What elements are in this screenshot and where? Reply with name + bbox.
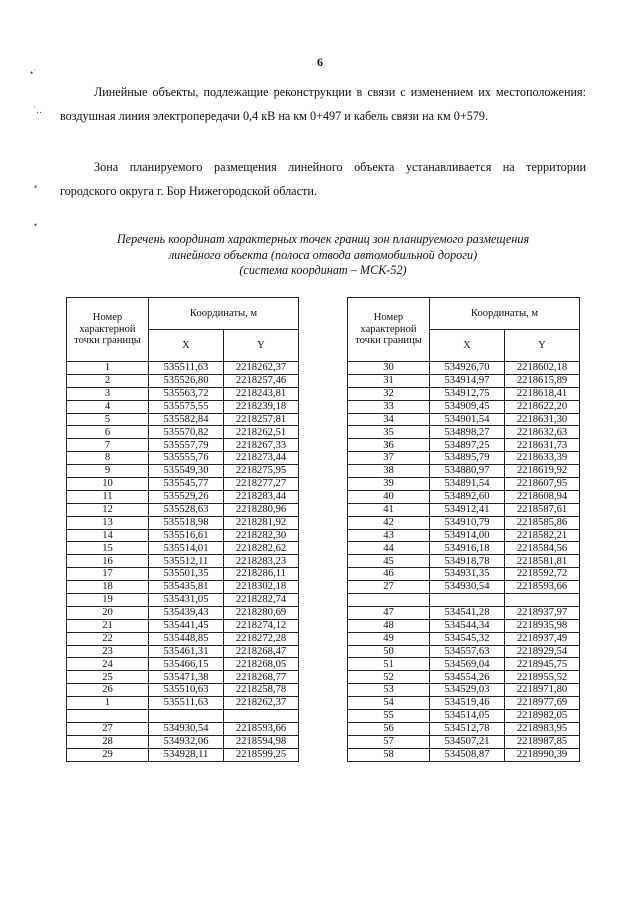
y-coordinate-cell: 2218268,77 [224, 671, 299, 684]
x-coordinate-cell: 534928,11 [149, 748, 224, 761]
point-number-cell: 44 [348, 542, 430, 555]
table-row [67, 529, 299, 542]
point-number-cell: 28 [67, 735, 149, 748]
margin-mark: •˙ [30, 68, 37, 78]
y-coordinate-cell: 2218262,37 [224, 362, 299, 375]
table-row [348, 697, 580, 710]
y-coordinate-cell [224, 710, 299, 723]
table-row [348, 529, 580, 542]
y-coordinate-cell: 2218945,75 [505, 658, 580, 671]
point-number-cell: 15 [67, 542, 149, 555]
point-number-cell: 42 [348, 516, 430, 529]
point-number-cell: 49 [348, 632, 430, 645]
table-row [67, 516, 299, 529]
table-body-left [67, 362, 299, 762]
x-coordinate-cell: 534557,63 [430, 645, 505, 658]
y-coordinate-cell: 2218631,30 [505, 413, 580, 426]
x-coordinate-cell: 534901,54 [430, 413, 505, 426]
table-row [348, 542, 580, 555]
x-coordinate-cell [149, 710, 224, 723]
table-row [348, 478, 580, 491]
x-coordinate-cell: 534514,05 [430, 710, 505, 723]
x-coordinate-cell: 535575,55 [149, 400, 224, 413]
point-number-cell: 54 [348, 697, 430, 710]
table-row [67, 503, 299, 516]
table-row [67, 452, 299, 465]
paragraph-1-text: Линейные объекты, подлежащие реконструкции в связи с изменением их местоположения: воздушная линия электропередачи 0,4 кВ на км 0+497 и кабель связи на км 0+579. [60, 85, 586, 123]
x-coordinate-cell: 534912,75 [430, 387, 505, 400]
y-coordinate-cell: 2218243,81 [224, 387, 299, 400]
y-coordinate-cell: 2218582,21 [505, 529, 580, 542]
table-row [67, 632, 299, 645]
x-coordinate-cell: 534914,97 [430, 374, 505, 387]
x-coordinate-cell: 535439,43 [149, 606, 224, 619]
x-coordinate-cell: 535582,84 [149, 413, 224, 426]
x-coordinate-cell: 534891,54 [430, 478, 505, 491]
table-row [348, 645, 580, 658]
y-coordinate-cell: 2218990,39 [505, 748, 580, 761]
x-coordinate-cell: 535512,11 [149, 555, 224, 568]
point-number-cell: 10 [67, 478, 149, 491]
point-number-cell: 25 [67, 671, 149, 684]
coordinates-table-right [347, 297, 580, 762]
point-number-cell: 46 [348, 568, 430, 581]
table-row [67, 710, 299, 723]
table-row [348, 555, 580, 568]
table-row [67, 465, 299, 478]
y-coordinate-cell: 2218282,62 [224, 542, 299, 555]
table-row [67, 426, 299, 439]
table-row [67, 581, 299, 594]
point-number-cell: 16 [67, 555, 149, 568]
table-row [348, 452, 580, 465]
point-number-cell: 8 [67, 452, 149, 465]
point-number-cell: 51 [348, 658, 430, 671]
table-row [67, 490, 299, 503]
point-number-cell: 13 [67, 516, 149, 529]
margin-mark: ˙‥ [33, 105, 42, 115]
x-coordinate-cell: 535563,72 [149, 387, 224, 400]
header-point-number: Номер характерной точки границы [67, 298, 149, 362]
table-row [348, 465, 580, 478]
y-coordinate-cell: 2218273,44 [224, 452, 299, 465]
y-coordinate-cell: 2218987,85 [505, 735, 580, 748]
point-number-cell: 45 [348, 555, 430, 568]
table-row [348, 490, 580, 503]
table-row [348, 658, 580, 671]
y-coordinate-cell: 2218302,18 [224, 581, 299, 594]
y-coordinate-cell: 2218631,73 [505, 439, 580, 452]
point-number-cell: 37 [348, 452, 430, 465]
x-coordinate-cell: 534512,78 [430, 722, 505, 735]
x-coordinate-cell: 535528,63 [149, 503, 224, 516]
table-row [67, 387, 299, 400]
x-coordinate-cell: 535441,45 [149, 619, 224, 632]
table-row [67, 542, 299, 555]
y-coordinate-cell: 2218282,74 [224, 594, 299, 607]
y-coordinate-cell: 2218280,96 [224, 503, 299, 516]
x-coordinate-cell: 535526,80 [149, 374, 224, 387]
x-coordinate-cell: 534892,60 [430, 490, 505, 503]
y-coordinate-cell: 2218619,92 [505, 465, 580, 478]
y-coordinate-cell: 2218593,66 [505, 581, 580, 594]
y-coordinate-cell: 2218602,18 [505, 362, 580, 375]
y-coordinate-cell: 2218618,41 [505, 387, 580, 400]
point-number-cell: 27 [67, 722, 149, 735]
table-caption [60, 232, 586, 279]
y-coordinate-cell: 2218937,97 [505, 606, 580, 619]
x-coordinate-cell: 535529,26 [149, 490, 224, 503]
y-coordinate-cell: 2218593,66 [224, 722, 299, 735]
point-number-cell: 11 [67, 490, 149, 503]
point-number-cell: 17 [67, 568, 149, 581]
header-x: X [430, 330, 505, 362]
table-row [348, 710, 580, 723]
y-coordinate-cell: 2218282,30 [224, 529, 299, 542]
point-number-cell [348, 594, 430, 607]
caption-line-1: Перечень координат характерных точек границ зон планируемого размещения [116, 232, 530, 246]
table-row [348, 606, 580, 619]
x-coordinate-cell: 535545,77 [149, 478, 224, 491]
point-number-cell: 26 [67, 684, 149, 697]
y-coordinate-cell: 2218937,49 [505, 632, 580, 645]
header-coordinates: Координаты, м [149, 298, 299, 330]
x-coordinate-cell: 534544,34 [430, 619, 505, 632]
point-number-cell: 53 [348, 684, 430, 697]
point-number-cell: 33 [348, 400, 430, 413]
table-row [67, 671, 299, 684]
point-number-cell: 30 [348, 362, 430, 375]
y-coordinate-cell: 2218622,20 [505, 400, 580, 413]
y-coordinate-cell: 2218268,47 [224, 645, 299, 658]
point-number-cell: 20 [67, 606, 149, 619]
y-coordinate-cell: 2218971,80 [505, 684, 580, 697]
point-number-cell: 14 [67, 529, 149, 542]
margin-mark: • [34, 182, 38, 192]
table-row [67, 697, 299, 710]
table-row [348, 413, 580, 426]
point-number-cell: 21 [67, 619, 149, 632]
header-y: Y [224, 330, 299, 362]
point-number-cell: 24 [67, 658, 149, 671]
paragraph-reconstruction [60, 80, 586, 128]
table-row [348, 516, 580, 529]
point-number-cell: 50 [348, 645, 430, 658]
x-coordinate-cell: 534932,06 [149, 735, 224, 748]
point-number-cell: 29 [67, 748, 149, 761]
x-coordinate-cell: 535431,05 [149, 594, 224, 607]
point-number-cell: 57 [348, 735, 430, 748]
x-coordinate-cell: 534912,41 [430, 503, 505, 516]
y-coordinate-cell: 2218280,69 [224, 606, 299, 619]
table-row [348, 374, 580, 387]
table-row [348, 387, 580, 400]
x-coordinate-cell: 535461,31 [149, 645, 224, 658]
x-coordinate-cell: 535511,63 [149, 697, 224, 710]
x-coordinate-cell: 535557,79 [149, 439, 224, 452]
point-number-cell: 18 [67, 581, 149, 594]
table-body-right [348, 362, 580, 762]
table-row [67, 594, 299, 607]
table-row [348, 594, 580, 607]
y-coordinate-cell: 2218615,89 [505, 374, 580, 387]
table-row [67, 606, 299, 619]
point-number-cell: 52 [348, 671, 430, 684]
table-row [348, 748, 580, 761]
table-row [67, 400, 299, 413]
point-number-cell: 1 [67, 362, 149, 375]
table-row [67, 658, 299, 671]
table-row [348, 684, 580, 697]
y-coordinate-cell: 2218599,25 [224, 748, 299, 761]
y-coordinate-cell: 2218275,95 [224, 465, 299, 478]
x-coordinate-cell: 534931,35 [430, 568, 505, 581]
point-number-cell: 36 [348, 439, 430, 452]
table-row [348, 503, 580, 516]
header-y: Y [505, 330, 580, 362]
y-coordinate-cell: 2218283,44 [224, 490, 299, 503]
x-coordinate-cell: 534914,00 [430, 529, 505, 542]
y-coordinate-cell: 2218267,33 [224, 439, 299, 452]
y-coordinate-cell: 2218929,54 [505, 645, 580, 658]
x-coordinate-cell: 534507,21 [430, 735, 505, 748]
coordinates-table-left [66, 297, 299, 762]
y-coordinate-cell: 2218982,05 [505, 710, 580, 723]
point-number-cell: 3 [67, 387, 149, 400]
y-coordinate-cell: 2218607,95 [505, 478, 580, 491]
x-coordinate-cell: 535516,61 [149, 529, 224, 542]
x-coordinate-cell: 534930,54 [430, 581, 505, 594]
x-coordinate-cell: 534918,78 [430, 555, 505, 568]
x-coordinate-cell: 535466,15 [149, 658, 224, 671]
y-coordinate-cell: 2218257,81 [224, 413, 299, 426]
point-number-cell: 4 [67, 400, 149, 413]
point-number-cell: 2 [67, 374, 149, 387]
table-row [348, 619, 580, 632]
table-row [348, 722, 580, 735]
header-coordinates: Координаты, м [430, 298, 580, 330]
table-row [67, 684, 299, 697]
point-number-cell: 56 [348, 722, 430, 735]
table-row [67, 439, 299, 452]
table-row [348, 362, 580, 375]
point-number-cell: 38 [348, 465, 430, 478]
x-coordinate-cell: 535549,30 [149, 465, 224, 478]
point-number-cell: 47 [348, 606, 430, 619]
x-coordinate-cell: 535471,38 [149, 671, 224, 684]
y-coordinate-cell: 2218633,39 [505, 452, 580, 465]
margin-mark: • [34, 220, 38, 230]
point-number-cell: 34 [348, 413, 430, 426]
x-coordinate-cell: 534898,27 [430, 426, 505, 439]
table-row [67, 362, 299, 375]
caption-line-3: (система координат – МСК-52) [239, 263, 407, 277]
table-row [67, 722, 299, 735]
y-coordinate-cell: 2218262,37 [224, 697, 299, 710]
point-number-cell: 27 [348, 581, 430, 594]
table-row [67, 555, 299, 568]
point-number-cell: 31 [348, 374, 430, 387]
x-coordinate-cell: 534926,70 [430, 362, 505, 375]
x-coordinate-cell: 534897,25 [430, 439, 505, 452]
point-number-cell: 40 [348, 490, 430, 503]
x-coordinate-cell: 534519,46 [430, 697, 505, 710]
table-row [348, 632, 580, 645]
header-x: X [149, 330, 224, 362]
table-row [67, 478, 299, 491]
y-coordinate-cell: 2218581,81 [505, 555, 580, 568]
point-number-cell: 41 [348, 503, 430, 516]
y-coordinate-cell: 2218594,98 [224, 735, 299, 748]
y-coordinate-cell: 2218983,95 [505, 722, 580, 735]
y-coordinate-cell: 2218608,94 [505, 490, 580, 503]
point-number-cell: 48 [348, 619, 430, 632]
point-number-cell: 22 [67, 632, 149, 645]
y-coordinate-cell: 2218262,51 [224, 426, 299, 439]
table-row [67, 748, 299, 761]
table-row [348, 439, 580, 452]
y-coordinate-cell: 2218935,98 [505, 619, 580, 632]
y-coordinate-cell: 2218584,56 [505, 542, 580, 555]
table-row [348, 568, 580, 581]
y-coordinate-cell: 2218632,63 [505, 426, 580, 439]
caption-line-2: линейного объекта (полоса отвода автомобильной дороги) [168, 247, 478, 262]
point-number-cell: 9 [67, 465, 149, 478]
table-row [67, 374, 299, 387]
y-coordinate-cell: 2218955,52 [505, 671, 580, 684]
point-number-cell: 35 [348, 426, 430, 439]
x-coordinate-cell: 535448,85 [149, 632, 224, 645]
x-coordinate-cell: 534554,26 [430, 671, 505, 684]
x-coordinate-cell: 534910,79 [430, 516, 505, 529]
x-coordinate-cell: 534545,32 [430, 632, 505, 645]
y-coordinate-cell: 2218585,86 [505, 516, 580, 529]
page-number: 6 [317, 55, 323, 69]
y-coordinate-cell: 2218258,78 [224, 684, 299, 697]
table-row [348, 400, 580, 413]
x-coordinate-cell: 534916,18 [430, 542, 505, 555]
point-number-cell [67, 710, 149, 723]
x-coordinate-cell: 534569,04 [430, 658, 505, 671]
table-row [348, 426, 580, 439]
x-coordinate-cell: 535511,63 [149, 362, 224, 375]
y-coordinate-cell: 2218257,46 [224, 374, 299, 387]
x-coordinate-cell: 535570,82 [149, 426, 224, 439]
x-coordinate-cell [430, 594, 505, 607]
x-coordinate-cell: 535435,81 [149, 581, 224, 594]
point-number-cell: 19 [67, 594, 149, 607]
y-coordinate-cell [505, 594, 580, 607]
x-coordinate-cell: 535555,76 [149, 452, 224, 465]
x-coordinate-cell: 535514,01 [149, 542, 224, 555]
y-coordinate-cell: 2218277,27 [224, 478, 299, 491]
y-coordinate-cell: 2218268,05 [224, 658, 299, 671]
x-coordinate-cell: 535501,35 [149, 568, 224, 581]
point-number-cell: 23 [67, 645, 149, 658]
table-row [67, 413, 299, 426]
point-number-cell: 32 [348, 387, 430, 400]
table-row [348, 671, 580, 684]
paragraph-zone [60, 155, 586, 203]
table-row [67, 568, 299, 581]
y-coordinate-cell: 2218274,12 [224, 619, 299, 632]
x-coordinate-cell: 534541,28 [430, 606, 505, 619]
x-coordinate-cell: 534508,87 [430, 748, 505, 761]
point-number-cell: 7 [67, 439, 149, 452]
y-coordinate-cell: 2218587,61 [505, 503, 580, 516]
x-coordinate-cell: 534529,03 [430, 684, 505, 697]
x-coordinate-cell: 534909,45 [430, 400, 505, 413]
table-row [67, 735, 299, 748]
y-coordinate-cell: 2218286,11 [224, 568, 299, 581]
table-row [348, 735, 580, 748]
point-number-cell: 5 [67, 413, 149, 426]
y-coordinate-cell: 2218272,28 [224, 632, 299, 645]
point-number-cell: 43 [348, 529, 430, 542]
point-number-cell: 6 [67, 426, 149, 439]
x-coordinate-cell: 534930,54 [149, 722, 224, 735]
paragraph-2-text: Зона планируемого размещения линейного объекта устанавливается на территории городского округа г. Бор Нижегородской области. [60, 160, 586, 198]
y-coordinate-cell: 2218977,69 [505, 697, 580, 710]
y-coordinate-cell: 2218239,18 [224, 400, 299, 413]
point-number-cell: 39 [348, 478, 430, 491]
table-row [67, 645, 299, 658]
x-coordinate-cell: 534880,97 [430, 465, 505, 478]
y-coordinate-cell: 2218281,92 [224, 516, 299, 529]
y-coordinate-cell: 2218283,23 [224, 555, 299, 568]
x-coordinate-cell: 534895,79 [430, 452, 505, 465]
table-row [348, 581, 580, 594]
point-number-cell: 1 [67, 697, 149, 710]
y-coordinate-cell: 2218592,72 [505, 568, 580, 581]
header-point-number: Номер характерной точки границы [348, 298, 430, 362]
point-number-cell: 55 [348, 710, 430, 723]
point-number-cell: 12 [67, 503, 149, 516]
x-coordinate-cell: 535518,98 [149, 516, 224, 529]
table-row [67, 619, 299, 632]
point-number-cell: 58 [348, 748, 430, 761]
x-coordinate-cell: 535510,63 [149, 684, 224, 697]
